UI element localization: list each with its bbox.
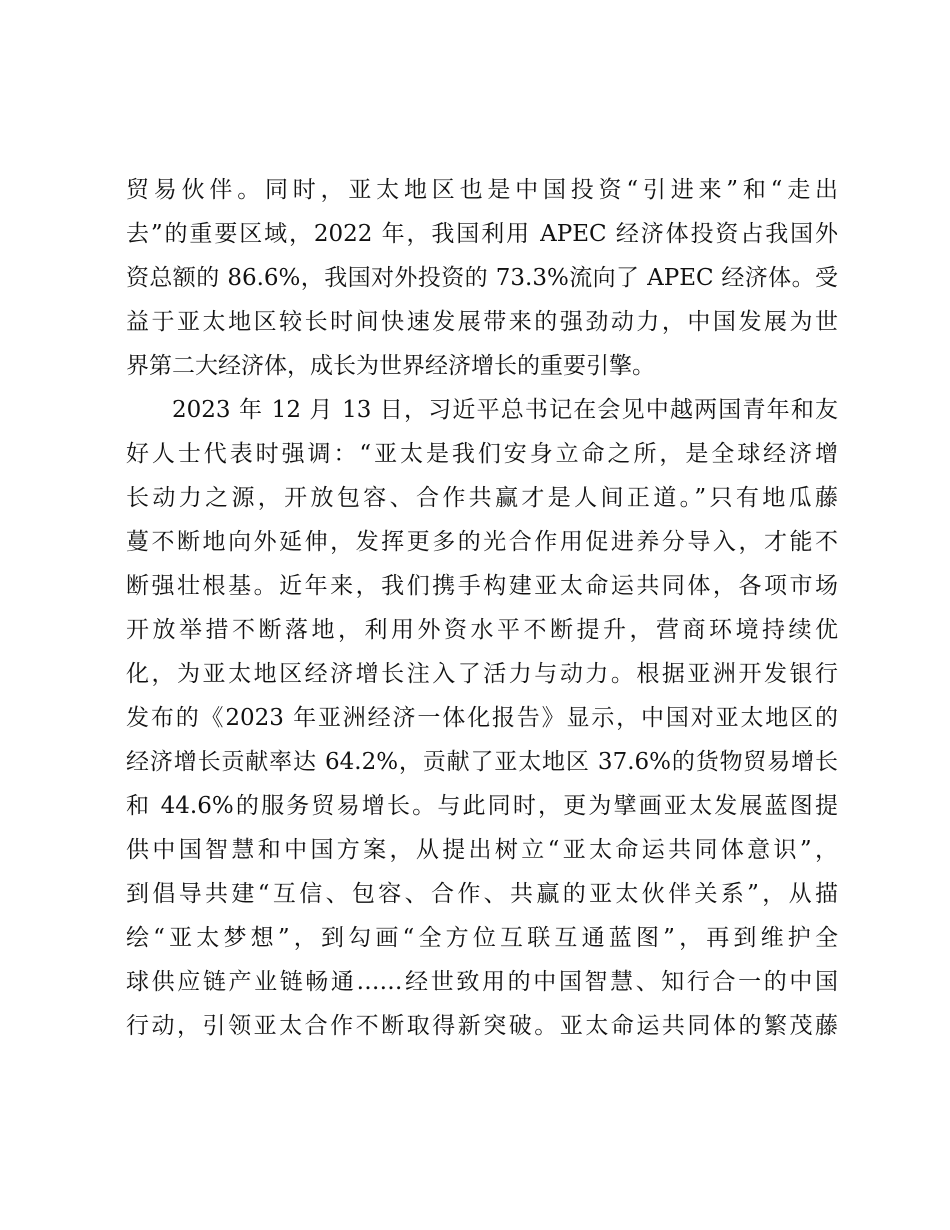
text-line: 到倡导共建“互信、包容、合作、共赢的亚太伙伴关系”，从描 [126, 881, 838, 907]
text-line: 贸易伙伴。同时，亚太地区也是中国投资“引进来”和“走出 [126, 177, 838, 203]
text-line: 开放举措不断落地，利用外资水平不断提升，营商环境持续优 [126, 617, 838, 643]
text-line: 长动力之源，开放包容、合作共赢才是人间正道。”只有地瓜藤 [126, 485, 838, 511]
text-line: 好人士代表时强调：“亚太是我们安身立命之所，是全球经济增 [126, 441, 838, 467]
text-line: 球供应链产业链畅通……经世致用的中国智慧、知行合一的中国 [126, 969, 838, 995]
text-line: 益于亚太地区较长时间快速发展带来的强劲动力，中国发展为世 [126, 309, 838, 335]
text-line: 蔓不断地向外延伸，发挥更多的光合作用促进养分导入，才能不 [126, 529, 838, 555]
text-line: 发布的《2023 年亚洲经济一体化报告》显示，中国对亚太地区的 [126, 705, 838, 731]
paragraph-end-line: 界第二大经济体，成长为世界经济增长的重要引擎。 [126, 353, 655, 379]
text-line: 供中国智慧和中国方案，从提出树立“亚太命运共同体意识”， [126, 837, 838, 863]
text-line: 去”的重要区域，2022 年，我国利用 APEC 经济体投资占我国外 [126, 221, 838, 247]
paragraph-first-line: 2023 年 12 月 13 日，习近平总书记在会见中越两国青年和友 [172, 397, 838, 423]
text-line: 经济增长贡献率达 64.2%，贡献了亚太地区 37.6%的货物贸易增长 [126, 749, 838, 775]
text-line: 绘“亚太梦想”，到勾画“全方位互联互通蓝图”，再到维护全 [126, 925, 838, 951]
text-line: 化，为亚太地区经济增长注入了活力与动力。根据亚洲开发银行 [126, 661, 838, 687]
body-text [126, 168, 838, 1048]
text-line: 和 44.6%的服务贸易增长。与此同时，更为擘画亚太发展蓝图提 [126, 793, 838, 819]
text-line: 断强壮根基。近年来，我们携手构建亚太命运共同体，各项市场 [126, 573, 838, 599]
text-line: 行动，引领亚太合作不断取得新突破。亚太命运共同体的繁茂藤 [126, 1013, 838, 1039]
text-line: 资总额的 86.6%，我国对外投资的 73.3%流向了 APEC 经济体。受 [126, 265, 838, 291]
